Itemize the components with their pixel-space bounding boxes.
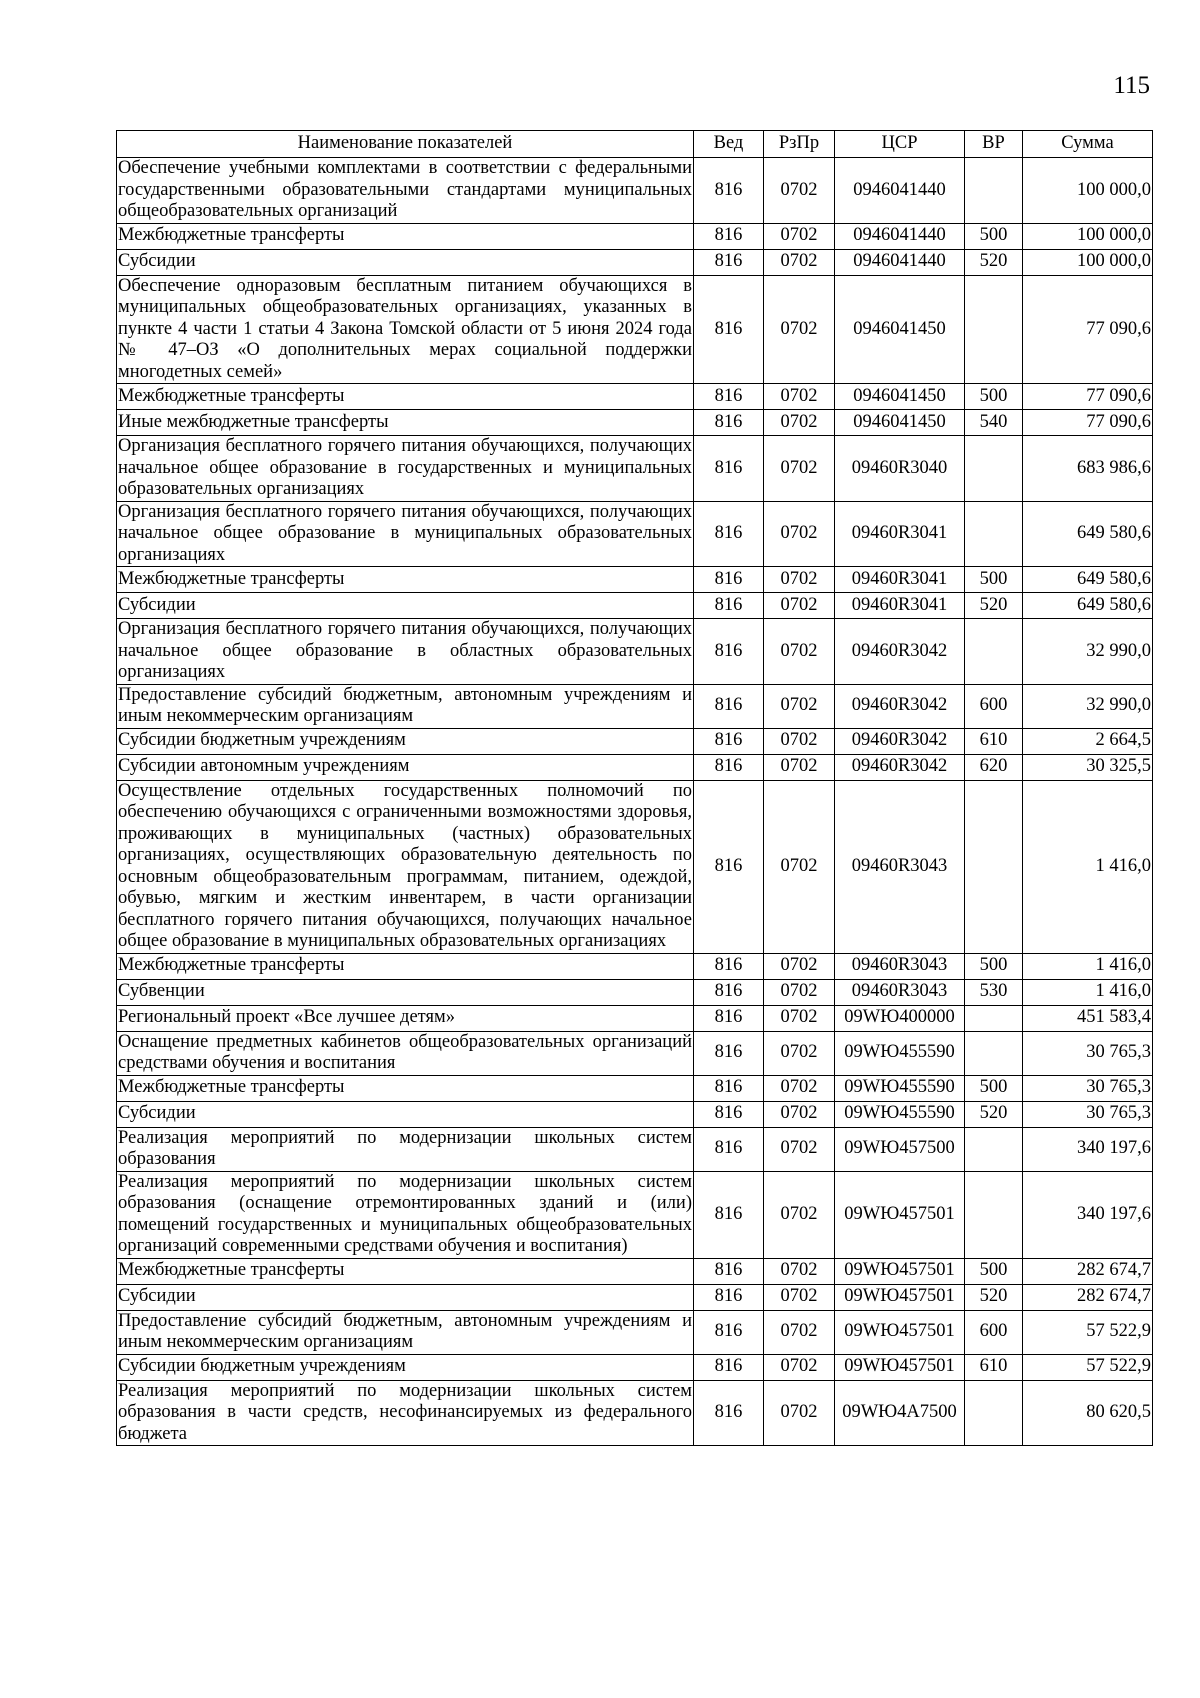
- cell-rzpr: 0702: [764, 1354, 835, 1380]
- table-row: [117, 567, 1153, 593]
- cell-vr: 540: [965, 410, 1023, 436]
- cell-name: Иные межбюджетные трансферты: [117, 410, 694, 436]
- cell-name: Субсидии: [117, 1101, 694, 1127]
- cell-csr: 09WЮ457501: [835, 1354, 965, 1380]
- cell-sum: 30 765,3: [1023, 1075, 1153, 1101]
- cell-csr: 09460R3042: [835, 684, 965, 728]
- cell-rzpr: 0702: [764, 567, 835, 593]
- cell-ved: 816: [694, 1258, 764, 1284]
- cell-vr: 600: [965, 684, 1023, 728]
- table-row: [117, 1075, 1153, 1101]
- cell-rzpr: 0702: [764, 410, 835, 436]
- cell-name: Реализация мероприятий по модернизации школьных систем образования: [118, 1127, 692, 1169]
- cell-rzpr: 0702: [764, 1101, 835, 1127]
- cell-csr: 09WЮ457500: [835, 1127, 965, 1171]
- cell-sum: 77 090,6: [1023, 384, 1153, 410]
- cell-csr: 09WЮ457501: [835, 1284, 965, 1310]
- cell-vr: 520: [965, 1284, 1023, 1310]
- cell-csr: 09460R3042: [835, 754, 965, 780]
- cell-ved: 816: [694, 223, 764, 249]
- cell-sum: 30 765,3: [1023, 1101, 1153, 1127]
- cell-vr: 500: [965, 1075, 1023, 1101]
- cell-vr: [965, 501, 1023, 567]
- table-row: [117, 619, 1153, 685]
- cell-vr: [965, 275, 1023, 384]
- cell-csr: 09WЮ4А7500: [835, 1380, 965, 1446]
- cell-ved: 816: [694, 1310, 764, 1354]
- table-row: [117, 593, 1153, 619]
- cell-vr: 530: [965, 979, 1023, 1005]
- cell-rzpr: 0702: [764, 780, 835, 953]
- cell-csr: 0946041440: [835, 158, 965, 224]
- table-header-row: [117, 131, 1153, 158]
- cell-name: Организация бесплатного горячего питания обучающихся, получающих начальное общее образование в государственных и муниципальных образовательных организациях: [118, 436, 692, 499]
- cell-ved: 816: [694, 410, 764, 436]
- table-row: [117, 436, 1153, 502]
- cell-rzpr: 0702: [764, 953, 835, 979]
- cell-ved: 816: [694, 567, 764, 593]
- table-row: [117, 158, 1153, 224]
- cell-vr: 520: [965, 593, 1023, 619]
- cell-name: Межбюджетные трансферты: [117, 223, 694, 249]
- cell-name: Реализация мероприятий по модернизации школьных систем образования в части средств, несофинансируемых из федерального бюджета: [118, 1380, 692, 1444]
- table-row: [117, 1310, 1153, 1354]
- cell-csr: 0946041450: [835, 410, 965, 436]
- cell-sum: 77 090,6: [1023, 275, 1153, 384]
- cell-rzpr: 0702: [764, 1171, 835, 1258]
- cell-ved: 816: [694, 1284, 764, 1310]
- cell-csr: 09WЮ400000: [835, 1005, 965, 1031]
- header-ved: Вед: [694, 131, 764, 158]
- cell-vr: 500: [965, 1258, 1023, 1284]
- cell-name: Осуществление отдельных государственных полномочий по обеспечению обучающихся с ограниченными возможностями здоровья, проживающих в муниципальных (частных) образовательных организациях, осуществляющих образовательную деятельность по основным общеобразовательным программам, питанием, одеждой, обувью, мягким и жестким инвентарем, в части организации бесплатного горячего питания обучающихся, получающих начальное общее образование в муниципальных образовательных организациях: [118, 780, 692, 951]
- cell-name: Организация бесплатного горячего питания обучающихся, получающих начальное общее образование в муниципальных образовательных организациях: [118, 501, 692, 565]
- header-sum: Сумма: [1023, 131, 1153, 158]
- cell-rzpr: 0702: [764, 501, 835, 567]
- cell-name: Обеспечение учебными комплектами в соответствии с федеральными государственными образовательными стандартами муниципальных общеобразовательных организаций: [118, 158, 692, 221]
- cell-name: Обеспечение одноразовым бесплатным питанием обучающихся в муниципальных общеобразовательных организациях, указанных в пункте 4 части 1 статьи 4 Закона Томской области от 5 июня 2024 года № 47–ОЗ «О дополнительных мерах социальной поддержки многодетных семей»: [118, 275, 692, 382]
- cell-ved: 816: [694, 619, 764, 685]
- cell-ved: 816: [694, 1031, 764, 1075]
- cell-csr: 09WЮ457501: [835, 1171, 965, 1258]
- cell-name: Реализация мероприятий по модернизации школьных систем образования (оснащение отремонтированных зданий и (или) помещений государственных и муниципальных общеобразовательных организаций современными средствами обучения и воспитания): [118, 1171, 692, 1256]
- cell-vr: [965, 619, 1023, 685]
- table-row: [117, 501, 1153, 567]
- cell-ved: 816: [694, 979, 764, 1005]
- cell-sum: 1 416,0: [1023, 780, 1153, 953]
- table-row: [117, 223, 1153, 249]
- table-row: [117, 1380, 1153, 1446]
- cell-vr: 600: [965, 1310, 1023, 1354]
- table-row: [117, 275, 1153, 384]
- cell-ved: 816: [694, 1380, 764, 1446]
- cell-name: Субсидии автономным учреждениям: [117, 754, 694, 780]
- cell-csr: 09460R3041: [835, 567, 965, 593]
- cell-sum: 1 416,0: [1023, 979, 1153, 1005]
- cell-vr: 610: [965, 1354, 1023, 1380]
- cell-sum: 57 522,9: [1023, 1354, 1153, 1380]
- cell-vr: 520: [965, 1101, 1023, 1127]
- cell-csr: 09460R3042: [835, 619, 965, 685]
- cell-vr: 500: [965, 223, 1023, 249]
- cell-csr: 0946041440: [835, 223, 965, 249]
- cell-vr: [965, 780, 1023, 953]
- cell-vr: [965, 1171, 1023, 1258]
- cell-name: Субсидии: [117, 1284, 694, 1310]
- cell-rzpr: 0702: [764, 1075, 835, 1101]
- cell-ved: 816: [694, 684, 764, 728]
- cell-ved: 816: [694, 436, 764, 502]
- table-row: [117, 1354, 1153, 1380]
- cell-name: Межбюджетные трансферты: [117, 953, 694, 979]
- cell-vr: 520: [965, 249, 1023, 275]
- cell-sum: 683 986,6: [1023, 436, 1153, 502]
- cell-csr: 09WЮ457501: [835, 1310, 965, 1354]
- cell-csr: 09WЮ455590: [835, 1075, 965, 1101]
- cell-vr: 500: [965, 567, 1023, 593]
- cell-sum: 282 674,7: [1023, 1284, 1153, 1310]
- cell-csr: 09460R3043: [835, 953, 965, 979]
- cell-rzpr: 0702: [764, 1310, 835, 1354]
- cell-name: Субсидии: [117, 249, 694, 275]
- cell-sum: 77 090,6: [1023, 410, 1153, 436]
- cell-sum: 100 000,0: [1023, 223, 1153, 249]
- cell-name: Региональный проект «Все лучшее детям»: [117, 1005, 694, 1031]
- cell-vr: 500: [965, 384, 1023, 410]
- cell-ved: 816: [694, 1005, 764, 1031]
- header-csr: ЦСР: [835, 131, 965, 158]
- table-row: [117, 410, 1153, 436]
- cell-name: Субсидии бюджетным учреждениям: [117, 728, 694, 754]
- table-row: [117, 728, 1153, 754]
- cell-rzpr: 0702: [764, 436, 835, 502]
- cell-vr: [965, 158, 1023, 224]
- cell-sum: 32 990,0: [1023, 619, 1153, 685]
- cell-ved: 816: [694, 1075, 764, 1101]
- cell-ved: 816: [694, 1127, 764, 1171]
- cell-rzpr: 0702: [764, 1005, 835, 1031]
- cell-csr: 0946041440: [835, 249, 965, 275]
- cell-sum: 32 990,0: [1023, 684, 1153, 728]
- cell-rzpr: 0702: [764, 223, 835, 249]
- cell-rzpr: 0702: [764, 728, 835, 754]
- cell-sum: 451 583,4: [1023, 1005, 1153, 1031]
- cell-rzpr: 0702: [764, 158, 835, 224]
- cell-vr: [965, 1127, 1023, 1171]
- cell-ved: 816: [694, 593, 764, 619]
- cell-ved: 816: [694, 275, 764, 384]
- table-row: [117, 249, 1153, 275]
- cell-sum: 282 674,7: [1023, 1258, 1153, 1284]
- cell-sum: 649 580,6: [1023, 593, 1153, 619]
- table-row: [117, 1031, 1153, 1075]
- table-body: [117, 158, 1153, 1446]
- table-row: [117, 754, 1153, 780]
- cell-ved: 816: [694, 780, 764, 953]
- cell-rzpr: 0702: [764, 384, 835, 410]
- cell-rzpr: 0702: [764, 275, 835, 384]
- cell-sum: 340 197,6: [1023, 1171, 1153, 1258]
- cell-vr: 500: [965, 953, 1023, 979]
- cell-sum: 649 580,6: [1023, 501, 1153, 567]
- table-row: [117, 979, 1153, 1005]
- cell-csr: 0946041450: [835, 275, 965, 384]
- cell-name: Межбюджетные трансферты: [117, 1258, 694, 1284]
- cell-ved: 816: [694, 728, 764, 754]
- cell-rzpr: 0702: [764, 1284, 835, 1310]
- table-row: [117, 1101, 1153, 1127]
- cell-sum: 80 620,5: [1023, 1380, 1153, 1446]
- cell-sum: 30 325,5: [1023, 754, 1153, 780]
- cell-sum: 649 580,6: [1023, 567, 1153, 593]
- cell-rzpr: 0702: [764, 979, 835, 1005]
- cell-vr: [965, 1031, 1023, 1075]
- cell-ved: 816: [694, 754, 764, 780]
- cell-name: Субсидии: [117, 593, 694, 619]
- table-row: [117, 384, 1153, 410]
- cell-csr: 09WЮ455590: [835, 1031, 965, 1075]
- cell-csr: 09WЮ457501: [835, 1258, 965, 1284]
- cell-name: Межбюджетные трансферты: [117, 567, 694, 593]
- cell-sum: 30 765,3: [1023, 1031, 1153, 1075]
- cell-name: Предоставление субсидий бюджетным, автономным учреждениям и иным некоммерческим организациям: [118, 684, 692, 726]
- cell-rzpr: 0702: [764, 249, 835, 275]
- cell-csr: 09460R3041: [835, 501, 965, 567]
- cell-ved: 816: [694, 501, 764, 567]
- cell-vr: 620: [965, 754, 1023, 780]
- cell-rzpr: 0702: [764, 1380, 835, 1446]
- cell-sum: 100 000,0: [1023, 158, 1153, 224]
- cell-ved: 816: [694, 249, 764, 275]
- table-row: [117, 1005, 1153, 1031]
- header-vr: ВР: [965, 131, 1023, 158]
- cell-sum: 57 522,9: [1023, 1310, 1153, 1354]
- cell-rzpr: 0702: [764, 754, 835, 780]
- cell-ved: 816: [694, 158, 764, 224]
- table-row: [117, 1284, 1153, 1310]
- cell-csr: 09460R3042: [835, 728, 965, 754]
- table-row: [117, 1127, 1153, 1171]
- header-rzpr: РзПр: [764, 131, 835, 158]
- cell-csr: 09WЮ455590: [835, 1101, 965, 1127]
- cell-sum: 2 664,5: [1023, 728, 1153, 754]
- table-row: [117, 953, 1153, 979]
- cell-name: Межбюджетные трансферты: [117, 384, 694, 410]
- cell-ved: 816: [694, 1171, 764, 1258]
- cell-name: Субвенции: [117, 979, 694, 1005]
- cell-rzpr: 0702: [764, 1258, 835, 1284]
- cell-vr: [965, 1005, 1023, 1031]
- cell-csr: 09460R3041: [835, 593, 965, 619]
- header-name: Наименование показателей: [117, 131, 694, 158]
- cell-rzpr: 0702: [764, 619, 835, 685]
- cell-vr: 610: [965, 728, 1023, 754]
- cell-name: Организация бесплатного горячего питания обучающихся, получающих начальное общее образование в областных образовательных организациях: [118, 619, 692, 682]
- cell-sum: 340 197,6: [1023, 1127, 1153, 1171]
- cell-ved: 816: [694, 953, 764, 979]
- cell-csr: 09460R3043: [835, 979, 965, 1005]
- cell-name: Предоставление субсидий бюджетным, автономным учреждениям и иным некоммерческим организациям: [118, 1310, 692, 1352]
- cell-name: Межбюджетные трансферты: [117, 1075, 694, 1101]
- cell-sum: 1 416,0: [1023, 953, 1153, 979]
- cell-name: Оснащение предметных кабинетов общеобразовательных организаций средствами обучения и воспитания: [118, 1031, 692, 1073]
- page-number: 115: [1113, 72, 1150, 99]
- cell-csr: 0946041450: [835, 384, 965, 410]
- table-row: [117, 780, 1153, 953]
- cell-csr: 09460R3043: [835, 780, 965, 953]
- cell-rzpr: 0702: [764, 593, 835, 619]
- cell-rzpr: 0702: [764, 1127, 835, 1171]
- cell-sum: 100 000,0: [1023, 249, 1153, 275]
- cell-ved: 816: [694, 1354, 764, 1380]
- table-row: [117, 1258, 1153, 1284]
- cell-vr: [965, 436, 1023, 502]
- cell-rzpr: 0702: [764, 684, 835, 728]
- cell-vr: [965, 1380, 1023, 1446]
- table-row: [117, 1171, 1153, 1258]
- cell-rzpr: 0702: [764, 1031, 835, 1075]
- table-row: [117, 684, 1153, 728]
- cell-ved: 816: [694, 384, 764, 410]
- cell-name: Субсидии бюджетным учреждениям: [117, 1354, 694, 1380]
- cell-ved: 816: [694, 1101, 764, 1127]
- cell-csr: 09460R3040: [835, 436, 965, 502]
- budget-table: [116, 130, 1153, 1446]
